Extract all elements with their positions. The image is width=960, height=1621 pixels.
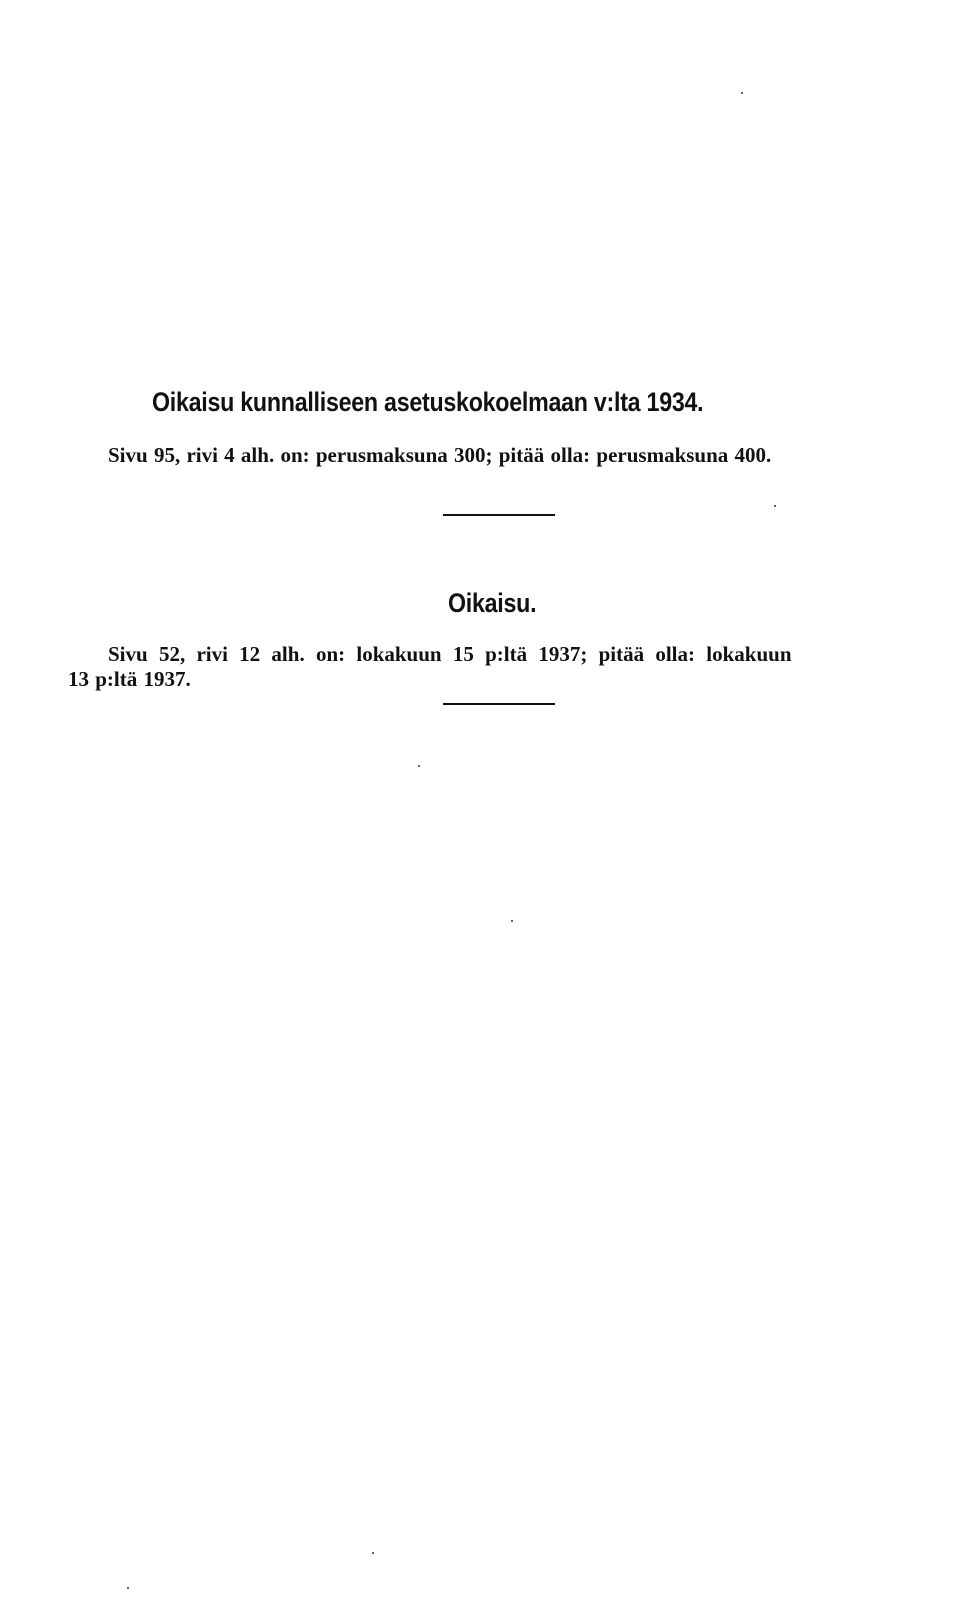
scan-speck [372,1552,374,1554]
correction-heading-2: Oikaisu. [448,588,537,618]
end-divider-rule [443,703,555,705]
scan-speck [774,505,776,507]
correction-text-2-line-2: 13 p:ltä 1937. [68,667,191,691]
scan-speck [127,1587,129,1589]
scan-speck [511,920,513,922]
scan-speck [418,765,420,767]
section-divider-rule [443,514,555,516]
scan-speck [741,92,743,94]
correction-text-2-line-1: Sivu 52, rivi 12 alh. on: lokakuun 15 p:ltä 1937; pitää olla: lokakuun [108,642,792,666]
correction-text-1934: Sivu 95, rivi 4 alh. on: perusmaksuna 300; pitää olla: perusmaksuna 400. [108,443,772,467]
correction-heading-1934: Oikaisu kunnalliseen asetuskokoelmaan v:lta 1934. [152,387,704,417]
